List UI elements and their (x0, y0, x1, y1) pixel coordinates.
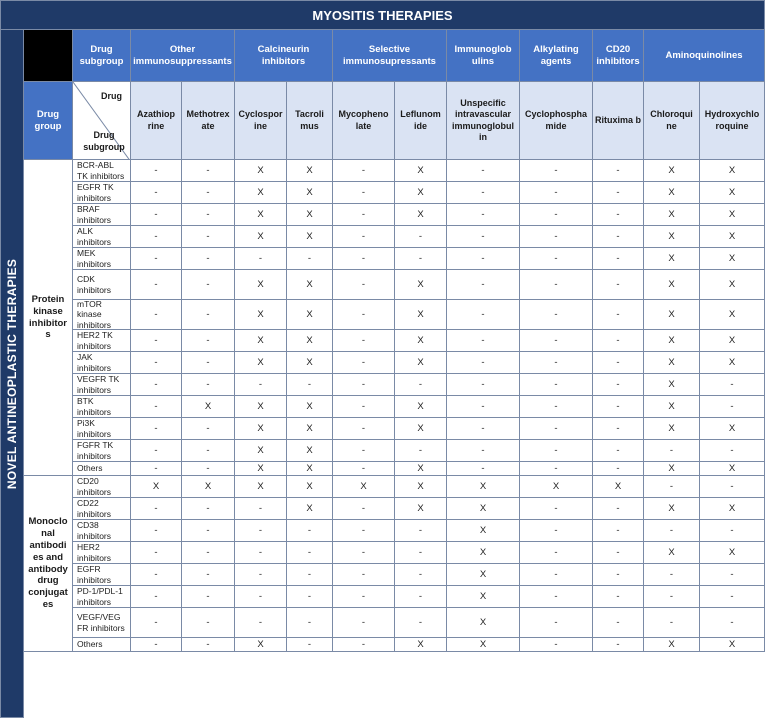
matrix-cell: X (395, 352, 447, 374)
matrix-cell: X (644, 182, 700, 204)
matrix-cell: X (287, 300, 333, 330)
drug-class-header: Aminoquinolines (644, 30, 765, 82)
matrix-cell: - (287, 542, 333, 564)
matrix-cell: - (131, 564, 182, 586)
matrix-cell: X (644, 248, 700, 270)
matrix-cell: - (520, 418, 593, 440)
matrix-cell: - (447, 182, 520, 204)
matrix-cell: X (235, 440, 287, 462)
matrix-cell: - (182, 374, 235, 396)
matrix-cell: X (235, 160, 287, 182)
matrix-cell: - (395, 440, 447, 462)
subgroup-label: PD-1/PDL-1 inhibitors (73, 586, 131, 608)
matrix-cell: - (333, 300, 395, 330)
matrix-cell: X (287, 160, 333, 182)
matrix-cell: - (235, 564, 287, 586)
matrix-cell: - (593, 352, 644, 374)
matrix-cell: X (447, 638, 520, 652)
matrix-cell: X (395, 160, 447, 182)
subgroup-label: BTK inhibitors (73, 396, 131, 418)
matrix-cell: - (235, 374, 287, 396)
header-corner-blank (24, 30, 73, 82)
drug-header: Tacroli mus (287, 82, 333, 160)
drug-class-header: Selective immunosupressants (333, 30, 447, 82)
matrix-cell: X (700, 418, 765, 440)
matrix-cell: - (182, 564, 235, 586)
matrix-cell: - (644, 520, 700, 542)
matrix-cell: - (131, 374, 182, 396)
matrix-cell: - (644, 476, 700, 498)
header-corner-diagonal (73, 82, 131, 160)
matrix-cell: X (644, 204, 700, 226)
matrix-cell: - (447, 418, 520, 440)
matrix-cell: - (333, 396, 395, 418)
matrix-cell: - (593, 160, 644, 182)
matrix-cell: - (131, 248, 182, 270)
matrix-cell: - (700, 396, 765, 418)
matrix-cell: - (593, 226, 644, 248)
matrix-cell: X (235, 330, 287, 352)
matrix-cell: - (520, 638, 593, 652)
matrix-cell: - (520, 520, 593, 542)
matrix-cell: - (395, 374, 447, 396)
matrix-cell: X (395, 476, 447, 498)
matrix-cell: - (333, 418, 395, 440)
matrix-cell: - (593, 542, 644, 564)
matrix-cell: - (131, 204, 182, 226)
matrix-cell: X (700, 638, 765, 652)
drug-header: Unspecific intravascular immunoglobul in (447, 82, 520, 160)
matrix-cell: - (131, 440, 182, 462)
corner-subgroup-label: Drug subgroup (83, 129, 125, 152)
drug-header: Chloroqui ne (644, 82, 700, 160)
matrix-cell: - (520, 462, 593, 476)
matrix-cell: - (182, 204, 235, 226)
matrix-cell: - (593, 498, 644, 520)
matrix-cell: - (131, 270, 182, 300)
drug-header: Rituxima b (593, 82, 644, 160)
matrix-cell: - (700, 520, 765, 542)
matrix-cell: X (287, 204, 333, 226)
drug-class-header: Alkylating agents (520, 30, 593, 82)
matrix-cell: - (447, 300, 520, 330)
matrix-cell: - (520, 352, 593, 374)
matrix-cell: X (235, 182, 287, 204)
matrix-cell: - (287, 638, 333, 652)
matrix-cell: - (131, 520, 182, 542)
drug-class-header: Other immunosuppressants (131, 30, 235, 82)
matrix-cell: - (131, 608, 182, 638)
subgroup-label: BCR-ABL TK inhibitors (73, 160, 131, 182)
matrix-cell: - (131, 542, 182, 564)
matrix-cell: - (447, 374, 520, 396)
matrix-cell: X (287, 270, 333, 300)
matrix-cell: - (287, 586, 333, 608)
matrix-cell: - (593, 182, 644, 204)
subgroup-label: JAK inhibitors (73, 352, 131, 374)
table-title: MYOSITIS THERAPIES (0, 0, 765, 30)
matrix-cell: - (333, 564, 395, 586)
matrix-cell: X (395, 330, 447, 352)
drug-header: Cyclospor ine (235, 82, 287, 160)
matrix-cell: - (235, 608, 287, 638)
matrix-cell: X (287, 462, 333, 476)
matrix-cell: - (235, 520, 287, 542)
matrix-cell: X (447, 564, 520, 586)
matrix-cell: X (395, 638, 447, 652)
matrix-cell: - (182, 330, 235, 352)
matrix-cell: - (447, 226, 520, 248)
subgroup-label: HER2 TK inhibitors (73, 330, 131, 352)
matrix-cell: - (131, 160, 182, 182)
side-label (0, 30, 24, 718)
matrix-cell: X (644, 638, 700, 652)
matrix-cell: X (287, 440, 333, 462)
matrix-cell: - (447, 160, 520, 182)
matrix-cell: - (644, 440, 700, 462)
matrix-cell: - (593, 204, 644, 226)
matrix-cell: - (235, 248, 287, 270)
matrix-cell: X (593, 476, 644, 498)
matrix-cell: - (131, 586, 182, 608)
subgroup-label: Pi3K inhibitors (73, 418, 131, 440)
matrix-cell: - (593, 330, 644, 352)
matrix-cell: - (182, 248, 235, 270)
matrix-cell: - (447, 270, 520, 300)
matrix-cell: - (131, 330, 182, 352)
matrix-cell: - (700, 476, 765, 498)
matrix-cell: X (447, 498, 520, 520)
matrix-cell: - (182, 520, 235, 542)
matrix-cell: - (131, 498, 182, 520)
matrix-cell: - (182, 462, 235, 476)
matrix-cell: - (700, 374, 765, 396)
matrix-cell: - (287, 374, 333, 396)
matrix-cell: X (287, 352, 333, 374)
subgroup-label: CD20 inhibitors (73, 476, 131, 498)
drug-group-header: Drug group (24, 82, 73, 160)
matrix-cell: - (593, 396, 644, 418)
drug-header: Azathiop rine (131, 82, 182, 160)
matrix-cell: X (287, 226, 333, 248)
matrix-cell: X (644, 160, 700, 182)
subgroup-label: Others (73, 638, 131, 652)
matrix-cell: - (520, 542, 593, 564)
matrix-cell: X (520, 476, 593, 498)
drug-header: Methotrex ate (182, 82, 235, 160)
matrix-cell: - (593, 462, 644, 476)
matrix-cell: - (182, 160, 235, 182)
matrix-cell: - (182, 498, 235, 520)
matrix-cell: - (395, 520, 447, 542)
matrix-cell: X (287, 182, 333, 204)
drug-header: Cyclophospha mide (520, 82, 593, 160)
matrix-cell: X (700, 226, 765, 248)
matrix-cell: - (333, 270, 395, 300)
matrix-cell: - (700, 440, 765, 462)
matrix-cell: X (700, 248, 765, 270)
matrix-cell: - (395, 608, 447, 638)
matrix-cell: - (131, 462, 182, 476)
matrix-cell: - (447, 330, 520, 352)
matrix-cell: - (333, 520, 395, 542)
matrix-cell: - (287, 564, 333, 586)
matrix-cell: X (700, 300, 765, 330)
matrix-cell: - (182, 638, 235, 652)
matrix-cell: - (182, 542, 235, 564)
matrix-cell: X (447, 586, 520, 608)
matrix-cell: X (447, 542, 520, 564)
matrix-cell: - (700, 586, 765, 608)
matrix-cell: X (700, 498, 765, 520)
matrix-cell: - (333, 608, 395, 638)
matrix-cell: - (131, 182, 182, 204)
matrix-cell: X (644, 462, 700, 476)
matrix-cell: X (447, 608, 520, 638)
matrix-cell: - (333, 440, 395, 462)
matrix-cell: - (520, 182, 593, 204)
matrix-cell: X (395, 300, 447, 330)
matrix-cell: X (644, 542, 700, 564)
drug-header: Mycopheno late (333, 82, 395, 160)
matrix-cell: - (700, 608, 765, 638)
matrix-cell: X (700, 542, 765, 564)
matrix-cell: - (333, 462, 395, 476)
matrix-cell: - (447, 204, 520, 226)
matrix-cell: - (333, 182, 395, 204)
matrix-cell: X (644, 374, 700, 396)
matrix-cell: - (333, 374, 395, 396)
matrix-cell: - (182, 586, 235, 608)
matrix-cell: - (593, 440, 644, 462)
drug-class-header: CD20 inhibitors (593, 30, 644, 82)
matrix-cell: - (333, 586, 395, 608)
matrix-cell: - (520, 564, 593, 586)
matrix-cell: X (700, 352, 765, 374)
matrix-cell: - (447, 248, 520, 270)
matrix-cell: - (333, 542, 395, 564)
matrix-cell: - (131, 638, 182, 652)
matrix-cell: X (395, 396, 447, 418)
matrix-cell: - (182, 270, 235, 300)
matrix-cell: - (182, 182, 235, 204)
matrix-cell: - (287, 248, 333, 270)
matrix-cell: X (235, 418, 287, 440)
matrix-cell: - (333, 352, 395, 374)
matrix-cell: - (182, 226, 235, 248)
matrix-cell: X (644, 498, 700, 520)
matrix-cell: X (235, 300, 287, 330)
matrix-cell: - (644, 564, 700, 586)
matrix-cell: X (395, 462, 447, 476)
matrix-cell: - (520, 440, 593, 462)
matrix-cell: X (235, 352, 287, 374)
matrix-cell: - (395, 564, 447, 586)
matrix-cell: - (333, 498, 395, 520)
subgroup-label: VEGF/VEG FR inhibitors (73, 608, 131, 638)
matrix-cell: - (235, 586, 287, 608)
matrix-cell: X (287, 476, 333, 498)
matrix-cell: - (520, 330, 593, 352)
matrix-cell: X (447, 476, 520, 498)
matrix-cell: - (520, 160, 593, 182)
side-label-text: NOVEL ANTINEOPLASTIC THERAPIES (5, 258, 20, 489)
matrix-cell: - (182, 418, 235, 440)
matrix-cell: X (644, 352, 700, 374)
matrix-cell: - (131, 396, 182, 418)
matrix-cell: X (395, 418, 447, 440)
matrix-cell: - (395, 542, 447, 564)
matrix-cell: X (644, 300, 700, 330)
matrix-cell: - (593, 564, 644, 586)
matrix-cell: X (287, 330, 333, 352)
matrix-cell: X (182, 396, 235, 418)
corner-drug-label: Drug (101, 91, 122, 101)
drug-group-label: Protein kinase inhibitor s (24, 160, 73, 476)
matrix-cell: - (447, 396, 520, 418)
drug-header: Leflunom ide (395, 82, 447, 160)
matrix-cell: X (395, 204, 447, 226)
matrix-cell: X (700, 330, 765, 352)
matrix-cell: - (235, 542, 287, 564)
subgroup-label: mTOR kinase inhibitors (73, 300, 131, 330)
matrix-cell: - (395, 226, 447, 248)
matrix-cell: X (644, 226, 700, 248)
matrix-cell: - (447, 462, 520, 476)
matrix-cell: - (520, 248, 593, 270)
matrix-cell: - (287, 520, 333, 542)
matrix-cell: - (520, 498, 593, 520)
matrix-cell: - (520, 204, 593, 226)
matrix-cell: X (235, 226, 287, 248)
matrix-cell: - (333, 248, 395, 270)
matrix-cell: X (333, 476, 395, 498)
matrix-cell: - (644, 586, 700, 608)
matrix-cell: - (593, 300, 644, 330)
matrix-cell: - (593, 374, 644, 396)
matrix-cell: - (333, 226, 395, 248)
drug-subgroup-header: Drug subgroup (73, 30, 131, 82)
subgroup-label: MEK inhibitors (73, 248, 131, 270)
matrix-cell: X (700, 204, 765, 226)
matrix-cell: - (131, 418, 182, 440)
matrix-cell: - (447, 352, 520, 374)
matrix-cell: - (395, 248, 447, 270)
matrix-cell: - (131, 226, 182, 248)
subgroup-label: HER2 inhibitors (73, 542, 131, 564)
subgroup-label: EGFR inhibitors (73, 564, 131, 586)
matrix-cell: X (235, 462, 287, 476)
matrix-cell: X (644, 270, 700, 300)
matrix-cell: X (395, 498, 447, 520)
matrix-cell: - (593, 520, 644, 542)
matrix-cell: - (333, 204, 395, 226)
matrix-cell: - (520, 374, 593, 396)
matrix-cell: - (520, 270, 593, 300)
subgroup-label: VEGFR TK inhibitors (73, 374, 131, 396)
subgroup-label: CD38 inhibitors (73, 520, 131, 542)
drug-group-label: Monoclo nal antibodi es and antibody drug conjugat es (24, 476, 73, 652)
matrix-cell: - (700, 564, 765, 586)
matrix-cell: - (333, 160, 395, 182)
matrix-cell: X (182, 476, 235, 498)
matrix-cell: - (644, 608, 700, 638)
matrix-cell: - (182, 300, 235, 330)
matrix-cell: - (182, 608, 235, 638)
matrix-cell: - (593, 248, 644, 270)
matrix-cell: - (447, 440, 520, 462)
matrix-cell: - (131, 300, 182, 330)
matrix-cell: X (287, 396, 333, 418)
matrix-cell: - (520, 608, 593, 638)
matrix-cell: - (520, 586, 593, 608)
matrix-cell: - (395, 586, 447, 608)
matrix-cell: X (235, 270, 287, 300)
subgroup-label: ALK inhibitors (73, 226, 131, 248)
subgroup-label: FGFR TK inhibitors (73, 440, 131, 462)
matrix-cell: X (235, 638, 287, 652)
matrix-cell: - (593, 586, 644, 608)
matrix-cell: X (235, 396, 287, 418)
matrix-cell: X (700, 160, 765, 182)
matrix-cell: - (593, 608, 644, 638)
matrix-cell: X (644, 418, 700, 440)
matrix-cell: X (287, 418, 333, 440)
matrix-cell: - (333, 638, 395, 652)
drug-class-header: Immunoglob ulins (447, 30, 520, 82)
matrix-cell: X (700, 270, 765, 300)
matrix-cell: X (395, 182, 447, 204)
matrix-cell: X (700, 462, 765, 476)
matrix-cell: X (287, 498, 333, 520)
matrix-cell: X (644, 396, 700, 418)
matrix-cell: X (644, 330, 700, 352)
matrix-cell: - (287, 608, 333, 638)
subgroup-label: CD22 inhibitors (73, 498, 131, 520)
matrix-cell: - (182, 440, 235, 462)
matrix-cell: X (235, 204, 287, 226)
matrix-cell: X (700, 182, 765, 204)
subgroup-label: BRAF inhibitors (73, 204, 131, 226)
matrix-cell: - (593, 418, 644, 440)
matrix-cell: - (235, 498, 287, 520)
matrix-cell: X (395, 270, 447, 300)
matrix-cell: X (235, 476, 287, 498)
matrix-cell: - (131, 352, 182, 374)
matrix-cell: - (520, 300, 593, 330)
matrix-cell: - (593, 638, 644, 652)
matrix-cell: - (182, 352, 235, 374)
matrix-cell: - (520, 226, 593, 248)
matrix-cell: X (131, 476, 182, 498)
drug-header: Hydroxychlo roquine (700, 82, 765, 160)
matrix-cell: - (333, 330, 395, 352)
subgroup-label: Others (73, 462, 131, 476)
matrix-cell: X (447, 520, 520, 542)
drug-class-header: Calcineurin inhibitors (235, 30, 333, 82)
matrix-cell: - (520, 396, 593, 418)
subgroup-label: CDK inhibitors (73, 270, 131, 300)
matrix-cell: - (593, 270, 644, 300)
subgroup-label: EGFR TK inhibitors (73, 182, 131, 204)
